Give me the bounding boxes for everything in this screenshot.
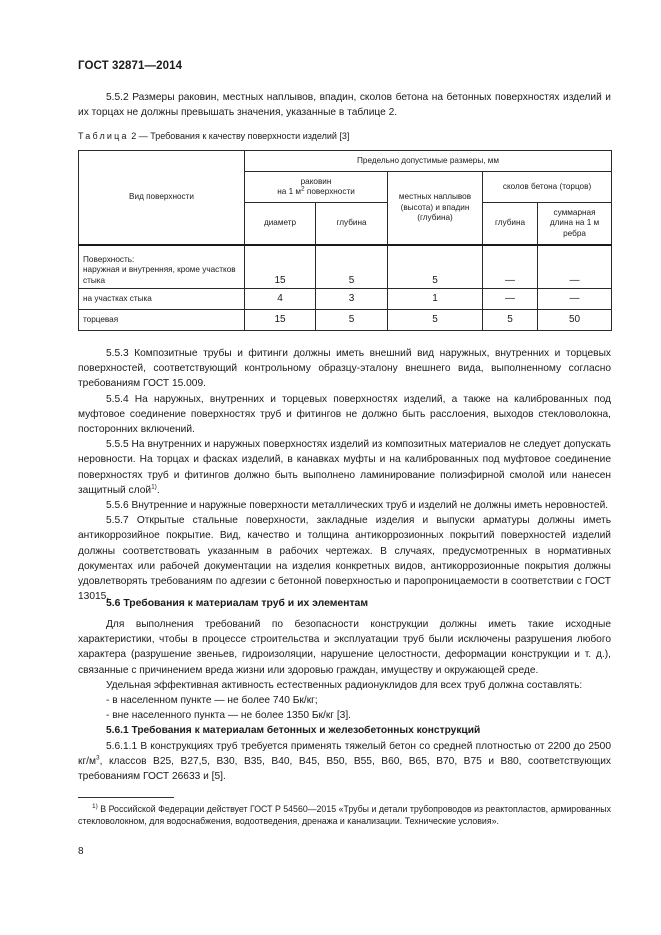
subsection-heading-5-6-1: 5.6.1 Требования к материалам бетонных и железобетонных конструкций [106, 725, 481, 737]
footnote-mark: 1) [92, 803, 98, 811]
row-name: на участках стыка [79, 289, 245, 310]
table-cell: — [538, 245, 612, 289]
table-cell: 5 [388, 310, 483, 331]
paragraph-5-6-b: Удельная эффективная активность естественных радионуклидов для всех труб должна составлять: [106, 679, 583, 691]
table-caption [78, 131, 349, 141]
row-name: Поверхность: наружная и внутренняя, кроме участков стыка [79, 245, 245, 289]
body-text-5-6 [78, 617, 611, 784]
table-cell: — [483, 289, 538, 310]
paragraph-5-5-7: 5.5.7 Открытые стальные поверхности, закладные изделия и выпуски арматуры должны иметь антикоррозийное покрытие. Вид, качество и толщина антикоррозионных покрытий поверхностей изделий должны соответствовать указанным в рабочих чертежах. В случаях, предусмотренных в нормативных документах или рабочей документации на изделия конкретных видов, антикоррозионные покрытия должны удовлетворять требованиям по адгезии с бетонной поверхностью и паропроницаемости в соответствии с ГОСТ 13015. [78, 515, 611, 603]
paragraph-5-6-a: Для выполнения требований по безопасности конструкции должны иметь такие исходные характеристики, чтобы в процессе строительства и эксплуатации труб были исключены разрушения любого характера (разрушение звеньев, гидроизоляции, нарушение целостности, деформации конструкции и т. д.), связанные с причинением вреда жизни или здоровью граждан, имуществу и окружающей среде. [78, 619, 611, 676]
list-item: - вне населенного пункта — не более 1350 Бк/кг [3]. [106, 710, 351, 722]
header-diameter: диаметр [245, 203, 316, 245]
section-heading-5-6: 5.6 Требования к материалам труб и их элементам [106, 598, 369, 609]
paragraph-5-5-5-text: 5.5.5 На внутренних и наружных поверхностях изделий из композитных материалов не следует допускать неровности. На торцах и фасках изделий, в канавках муфты и на калиброванных под муфтовое соединение поверхностях труб и фитингов должно быть выполнено ламинирование полиэфирной смолой или нанесен защитный слой [78, 439, 611, 496]
table-cell: 5 [483, 310, 538, 331]
table-cell: 3 [316, 289, 388, 310]
table-caption-word: Таблица [78, 131, 129, 141]
paragraph-5-5-4: 5.5.4 На наружных, внутренних и торцевых поверхностях изделий, а также на калиброванных под муфтовое соединение поверхностях труб и фитингов не должно быть расслоения, выходов стекловолокна, посторонних включений. [78, 393, 611, 436]
header-bumps: местных наплывов (высота) и впадин (глубина) [388, 172, 483, 245]
header-chip-depth: глубина [483, 203, 538, 245]
table-cell: 15 [245, 310, 316, 331]
paragraph-5-6-1-1-text: 5.6.1.1 В конструкциях труб требуется применять тяжелый бетон со средней плотностью от 2200 до 2500 кг/м [78, 740, 611, 767]
superscript-3: 3 [96, 754, 100, 762]
paragraph-5-5-2: 5.5.2 Размеры раковин, местных наплывов, впадин, сколов бетона на бетонных поверхностях изделий и их торцах не должны превышать значения, указанные в таблице 2. [78, 92, 611, 119]
table-cell: 5 [316, 245, 388, 289]
header-depth: глубина [316, 203, 388, 245]
footnote [78, 803, 611, 827]
paragraph-5-6-1-1-end: , классов B25, B27,5, B30, B35, B40, B45, B50, B55, B60, B65, B70, B75 и B80, соответствующих требованиям ГОСТ 26633 и [5]. [78, 755, 611, 783]
table-cell: 5 [316, 310, 388, 331]
table-cell: — [538, 289, 612, 310]
header-limits: Предельно допустимые размеры, мм [245, 151, 612, 172]
footnote-body: В Российской Федерации действует ГОСТ Р 54560—2015 «Трубы и детали трубопроводов из реактопластов, армированных стекловолокном, для водоснабжения, водоотведения, дренажа и канализации. Технические условия». [78, 804, 611, 827]
header-cavities-unit-end: поверхности [304, 187, 355, 196]
header-chips: сколов бетона (торцов) [483, 172, 612, 203]
header-cavities-unit: на 1 м [277, 187, 302, 196]
body-text [78, 346, 611, 604]
table-cell: 15 [245, 245, 316, 289]
table-cell: 4 [245, 289, 316, 310]
header-total-length: суммарная длина на 1 м ребра [538, 203, 612, 245]
page-number: 8 [78, 846, 84, 857]
list-item: - в населенном пункте — не более 740 Бк/кг; [106, 695, 318, 707]
footnote-ref: 1) [151, 483, 157, 491]
surface-quality-table [78, 150, 612, 331]
header-surface-kind: Вид поверхности [79, 151, 245, 245]
table-cell: 1 [388, 289, 483, 310]
paragraph-5-5-6: 5.5.6 Внутренние и наружные поверхности металлических труб и изделий не должны иметь неровностей. [106, 500, 609, 512]
table-cell: — [483, 245, 538, 289]
standard-header: ГОСТ 32871—2014 [78, 60, 183, 72]
footnote-text [78, 803, 611, 827]
row-name: торцевая [79, 310, 245, 331]
header-cavities-label: раковин [300, 176, 332, 186]
header-cavities-sup: 2 [301, 185, 305, 193]
paragraph-5-5-3: 5.5.3 Композитные трубы и фитинги должны иметь внешний вид наружных, внутренних и торцевых поверхностей, соответствующий контрольному образцу-эталону внешнего вида, выполненному согласно требованиям ГОСТ 15.009. [78, 348, 611, 390]
header-cavities [245, 172, 388, 203]
paragraph-5-5-5 [78, 437, 611, 498]
paragraph-5-5-5-end: . [156, 484, 160, 496]
table-cell: 50 [538, 310, 612, 331]
table-caption-text: 2 — Требования к качеству поверхности изделий [3] [128, 131, 350, 141]
paragraph-5-6-1-1 [78, 739, 611, 785]
footnote-divider [78, 797, 174, 798]
table-cell: 5 [388, 245, 483, 289]
